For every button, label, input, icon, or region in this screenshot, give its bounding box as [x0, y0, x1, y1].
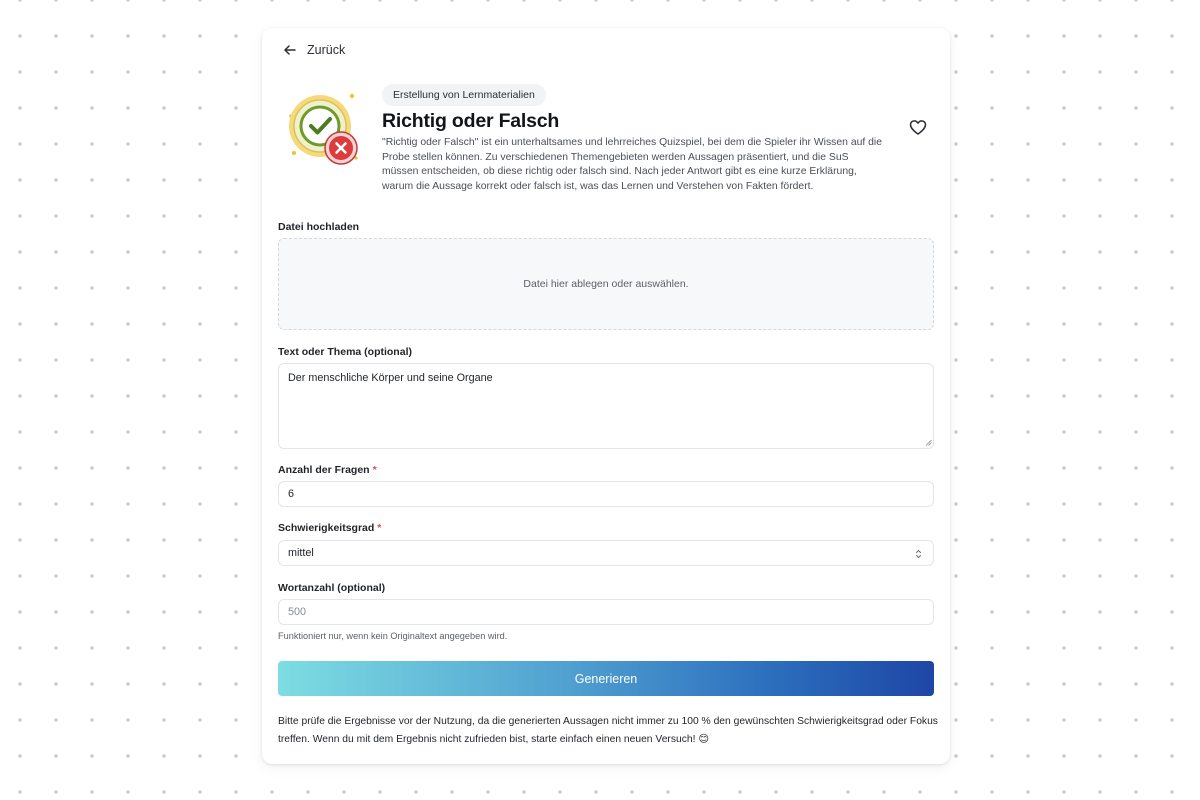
disclaimer-note: Bitte prüfe die Ergebnisse vor der Nutzung, da die generierten Aussagen nicht immer zu 100 % den gewünschten Schwierigkeitsgrad oder Fokus treffen. Wenn du mit dem Ergebnis nicht zufrieden bist, starte einfach einen neuen Versuch! 😊 — [278, 716, 938, 745]
question-count-label-text: Anzahl der Fragen — [278, 464, 370, 476]
word-count-label: Wortanzahl (optional) — [278, 582, 386, 594]
tool-description: "Richtig oder Falsch" ist ein unterhaltsames und lehrreiches Quizspiel, bei dem die Spieler ihr Wissen auf die Probe stellen können. Zu verschiedenen Themengebieten werden Aussagen präsentiert, und die SuS müssen entscheiden, ob diese richtig oder falsch sind. Nach jeder Antwort gibt es eine kurze Erklärung, warum die Aussage korrekt oder falsch ist, was das Lernen und Verstehen von Fakten fördert. — [382, 137, 883, 192]
difficulty-select[interactable] — [278, 540, 934, 566]
chevron-up-down-icon — [915, 549, 922, 559]
question-count-label — [278, 464, 377, 476]
page-title: Richtig oder Falsch — [382, 110, 560, 132]
file-dropzone[interactable] — [278, 238, 934, 330]
resize-grip-icon[interactable] — [925, 439, 932, 446]
back-button[interactable] — [282, 42, 345, 58]
difficulty-value: mittel — [288, 547, 314, 559]
upload-label: Datei hochladen — [278, 221, 360, 233]
difficulty-label-text: Schwierigkeitsgrad — [278, 522, 375, 534]
heart-icon — [908, 117, 928, 137]
difficulty-label — [278, 522, 381, 534]
topic-label: Text oder Thema (optional) — [278, 346, 412, 358]
check-x-quiz-icon — [286, 90, 364, 170]
word-count-input[interactable]: 500 — [278, 599, 934, 625]
generate-label: Generieren — [574, 671, 638, 686]
favorite-button[interactable] — [903, 112, 933, 142]
back-label: Zurück — [307, 43, 346, 57]
tool-card — [262, 28, 950, 764]
required-mark: * — [377, 522, 382, 534]
question-count-input[interactable]: 6 — [278, 481, 934, 507]
dropzone-prompt: Datei hier ablegen oder auswählen. — [523, 278, 689, 290]
topic-textarea[interactable]: Der menschliche Körper und seine Organe — [278, 363, 934, 449]
required-mark: * — [372, 464, 377, 476]
word-count-hint: Funktioniert nur, wenn kein Originaltext angegeben wird. — [278, 631, 508, 641]
arrow-left-icon — [282, 42, 298, 58]
category-badge: Erstellung von Lernmaterialien — [382, 84, 546, 106]
generate-button[interactable] — [278, 661, 934, 696]
